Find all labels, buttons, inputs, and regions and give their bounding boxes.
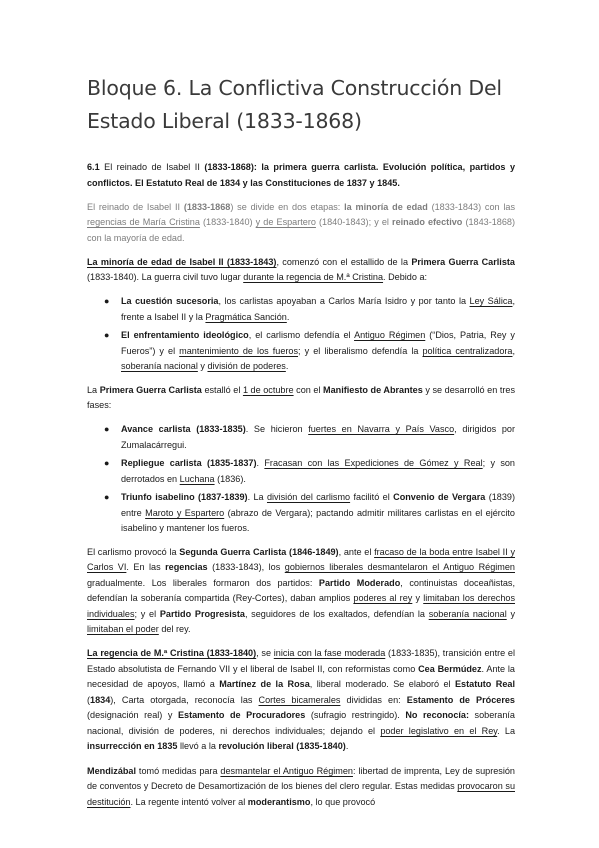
phases-list [87,422,515,537]
page-title: Bloque 6. La Conflictiva Construcción Del Estado Liberal (1833-1868) [87,76,502,133]
list-item: ● La cuestión sucesoria, los carlistas apoyaban a Carlos María Isidro y por tanto la Ley Sálica, frente a Isabel II y la Pragmática Sanción. [104,296,515,322]
section-dates: (1833-1868) [204,162,254,172]
bullet-icon: ● [104,330,110,341]
bullet-icon: ● [104,492,110,503]
causes-list [87,294,515,375]
bullet-icon: ● [104,296,110,307]
war-paragraph: La Primera Guerra Carlista estalló el 1 de octubre con el Manifiesto de Abrantes y se desarrolló en tres fases: [87,384,515,411]
document-body [87,160,515,819]
bullet-icon: ● [104,458,110,469]
bullet-icon: ● [104,424,110,435]
list-item: ● Repliegue carlista (1835-1837). Fracasan con las Expediciones de Gómez y Real; y son derrotados en Luchana (1836). [104,458,515,484]
intro-paragraph: El reinado de Isabel II (1833-1868) se divide en dos etapas: la minoría de edad (1833-1843) con las regencias de María Cristina (1833-1840) y de Espartero (1840-1843); y el reinado efectivo (1843-1868) con la mayoría de edad. [87,201,515,243]
section-number: 6.1 [87,162,100,172]
list-item: ● Avance carlista (1833-1835). Se hicieron fuertes en Navarra y País Vasco, dirigidos por Zumalacárregui. [104,424,516,450]
section-heading: 6.1 El reinado de Isabel II (1833-1868): la primera guerra carlista. Evolución política, partidos y conflictos. El Estatuto Real de 1834 y las Constituciones de 1837 y 1845. [87,162,516,188]
minority-paragraph: La minoría de edad de Isabel II (1833-1843), comenzó con el estallido de la Primera Guerra Carlista (1833-1840). La guerra civil tuvo lugar durante la regencia de M.ª Cristina. Debido a: [87,256,515,283]
mendizabal-paragraph: Mendizábal tomó medidas para desmantelar el Antiguo Régimen: libertad de imprenta, Ley de supresión de conventos y Decreto de Desamortización de los bienes del clero regular. Estas medidas provocaron su destitución. La regente intentó volver al moderantismo, lo que provocó [87,765,515,807]
list-item: ● El enfrentamiento ideológico, el carlismo defendía el Antiguo Régimen (“Dios, Patria, Rey y Fueros”) y el mantenimiento de los fueros; y el liberalismo defendía la política centralizadora, soberanía nacional y división de poderes. [104,330,515,372]
list-item: ● Triunfo isabelino (1837-1839). La división del carlismo facilitó el Convenio de Vergara (1839) entre Maroto y Espartero (abrazo de Vergara); pactando admitir militares carlistas en el ejército isabelino y mantener los fueros. [104,492,516,534]
second-war-paragraph: El carlismo provocó la Segunda Guerra Carlista (1846-1849), ante el fracaso de la boda entre Isabel II y Carlos VI. En las regencias (1833-1843), los gobiernos liberales desmantelaron el Antiguo Régimen gradualmente. Los liberales formaron dos partidos: Partido Moderado, continuistas doceañistas, defendían la soberanía compartida (Rey-Cortes), daban amplios poderes al rey y limitaban los derechos individuales; y el Partido Progresista, seguidores de los exaltados, defendían la soberanía nacional y limitaban el poder del rey. [87,546,516,635]
regency-paragraph: La regencia de M.ª Cristina (1833-1840), se inicia con la fase moderada (1833-1835), transición entre el Estado absolutista de Fernando VII y el liberal de Isabel II, con reformistas como Cea Bermúdez. Ante la necesidad de apoyos, llamó a Martínez de la Rosa, liberal moderado. Se elaboró el Estatuto Real (1834), Carta otorgada, reconocía las Cortes bicamerales divididas en: Estamento de Próceres (designación real) y Estamento de Procuradores (sufragio restringido). No reconocía: soberanía nacional, división de poderes, ni derechos individuales; dejando el poder legislativo en el Rey. La insurrección en 1835 llevó a la revolución liberal (1835-1840). [87,648,515,752]
